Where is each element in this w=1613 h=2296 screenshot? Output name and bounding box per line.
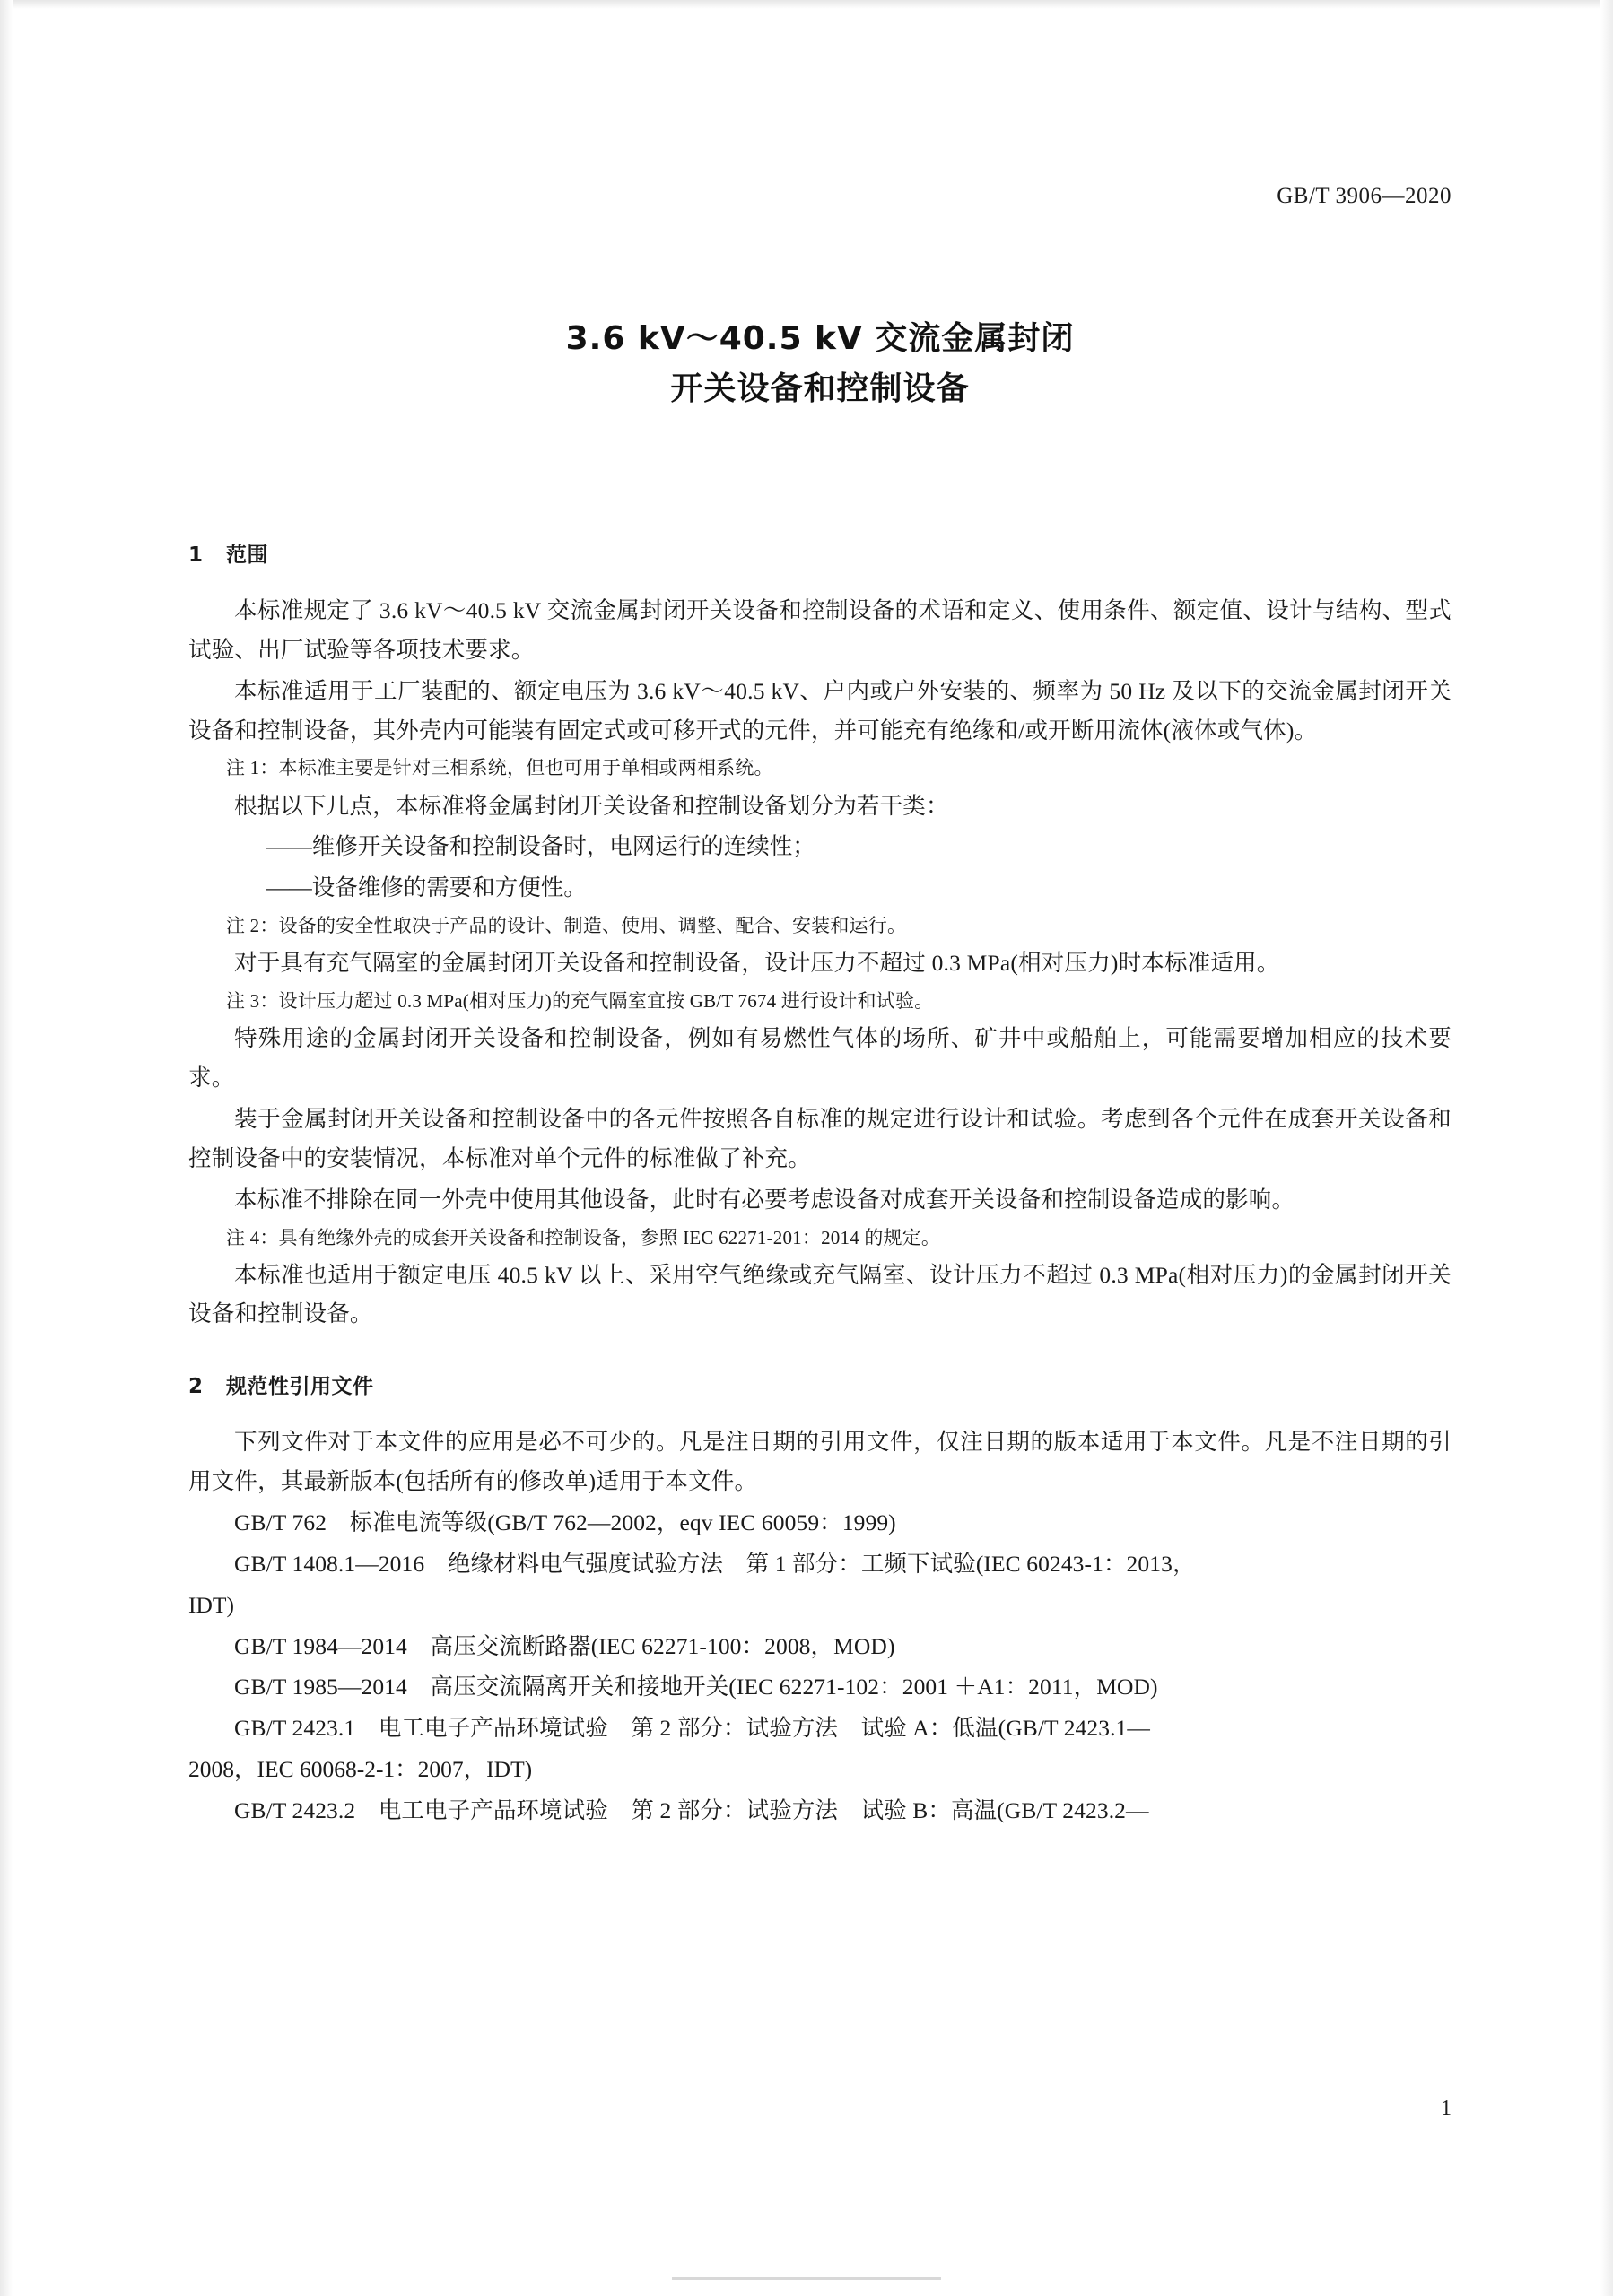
normative-ref-item: GB/T 1984—2014 高压交流断路器(IEC 62271-100：2008，MOD) bbox=[234, 1632, 895, 1659]
clause-1-number: 1 bbox=[188, 544, 204, 567]
normative-ref-item-continuation: IDT) bbox=[188, 1591, 234, 1618]
page-bottom-mark bbox=[672, 2277, 941, 2280]
running-header-standard-code: GB/T 3906—2020 bbox=[1277, 184, 1452, 208]
scope-note-1: 注 1：本标准主要是针对三相系统，但也可用于单相或两相系统。 bbox=[226, 757, 773, 779]
normative-ref-item: GB/T 2423.1 电工电子产品环境试验 第 2 部分：试验方法 试验 A：低温(GB/T 2423.1— bbox=[234, 1715, 1151, 1742]
scope-paragraph-5: 特殊用途的金属封闭开关设备和控制设备，例如有易燃性气体的场所、矿井中或船舶上，可能需要增加相应的技术要求。 bbox=[188, 1025, 1452, 1091]
normative-ref-item: GB/T 762 标准电流等级(GB/T 762—2002，eqv IEC 60059：1999) bbox=[234, 1509, 896, 1536]
page-content-area bbox=[188, 0, 1452, 2296]
normative-ref-item: GB/T 1985—2014 高压交流隔离开关和接地开关(IEC 62271-102：2001 ＋A1：2011，MOD) bbox=[234, 1674, 1158, 1700]
page-edge-left-shadow bbox=[0, 0, 13, 2296]
scope-note-4: 注 4：具有绝缘外壳的成套开关设备和控制设备，参照 IEC 62271-201：2014 的规定。 bbox=[226, 1226, 941, 1248]
page-title-line-2: 开关设备和控制设备 bbox=[670, 370, 970, 407]
clause-2-title: 规范性引用文件 bbox=[226, 1375, 374, 1399]
page-number: 1 bbox=[1441, 2097, 1452, 2120]
scope-list-item-1: ——维修开关设备和控制设备时，电网运行的连续性； bbox=[266, 833, 815, 860]
scope-note-2: 注 2：设备的安全性取决于产品的设计、制造、使用、调整、配合、安装和运行。 bbox=[226, 915, 907, 937]
normative-refs-intro: 下列文件对于本文件的应用是必不可少的。凡是注日期的引用文件，仅注日期的版本适用于本文件。凡是不注日期的引用文件，其最新版本(包括所有的修改单)适用于本文件。 bbox=[188, 1429, 1452, 1495]
scope-paragraph-7: 本标准不排除在同一外壳中使用其他设备，此时有必要考虑设备对成套开关设备和控制设备造成的影响。 bbox=[234, 1186, 1295, 1213]
page-edge-right-shadow bbox=[1600, 0, 1613, 2296]
scope-paragraph-6: 装于金属封闭开关设备和控制设备中的各元件按照各自标准的规定进行设计和试验。考虑到各个元件在成套开关设备和控制设备中的安装情况，本标准对单个元件的标准做了补充。 bbox=[188, 1105, 1452, 1171]
normative-ref-item-continuation: 2008，IEC 60068-2-1：2007，IDT) bbox=[188, 1756, 533, 1783]
scope-note-3: 注 3：设计压力超过 0.3 MPa(相对压力)的充气隔室宜按 GB/T 7674 进行设计和试验。 bbox=[226, 990, 934, 1013]
clause-2-number: 2 bbox=[188, 1375, 204, 1399]
scope-paragraph-1: 本标准规定了 3.6 kV～40.5 kV 交流金属封闭开关设备和控制设备的术语和定义、使用条件、额定值、设计与结构、型式试验、出厂试验等各项技术要求。 bbox=[188, 597, 1452, 663]
document-body bbox=[188, 502, 1452, 1832]
scope-paragraph-2: 本标准适用于工厂装配的、额定电压为 3.6 kV～40.5 kV、户内或户外安装的、频率为 50 Hz 及以下的交流金属封闭开关设备和控制设备，其外壳内可能装有固定式或可移开式的元件，并可能充有绝缘和/或开断用流体(液体或气体)。 bbox=[188, 677, 1452, 744]
normative-ref-item: GB/T 2423.2 电工电子产品环境试验 第 2 部分：试验方法 试验 B：高温(GB/T 2423.2— bbox=[234, 1797, 1149, 1824]
scope-paragraph-3: 根据以下几点，本标准将金属封闭开关设备和控制设备划分为若干类： bbox=[234, 792, 949, 819]
scope-list-item-2: ——设备维修的需要和方便性。 bbox=[266, 874, 587, 901]
page-title-line-1: 3.6 kV～40.5 kV 交流金属封闭 bbox=[565, 320, 1075, 357]
clause-heading-2 bbox=[188, 1370, 1452, 1399]
normative-ref-item: GB/T 1408.1—2016 绝缘材料电气强度试验方法 第 1 部分：工频下试验(IEC 60243-1：2013， bbox=[234, 1550, 1196, 1577]
clause-1-title: 范围 bbox=[226, 544, 268, 567]
page-title bbox=[188, 314, 1452, 414]
scope-paragraph-4: 对于具有充气隔室的金属封闭开关设备和控制设备，设计压力不超过 0.3 MPa(相对压力)时本标准适用。 bbox=[234, 950, 1280, 977]
scope-paragraph-8: 本标准也适用于额定电压 40.5 kV 以上、采用空气绝缘或充气隔室、设计压力不超过 0.3 MPa(相对压力)的金属封闭开关设备和控制设备。 bbox=[188, 1261, 1452, 1327]
clause-heading-1 bbox=[188, 538, 1452, 568]
